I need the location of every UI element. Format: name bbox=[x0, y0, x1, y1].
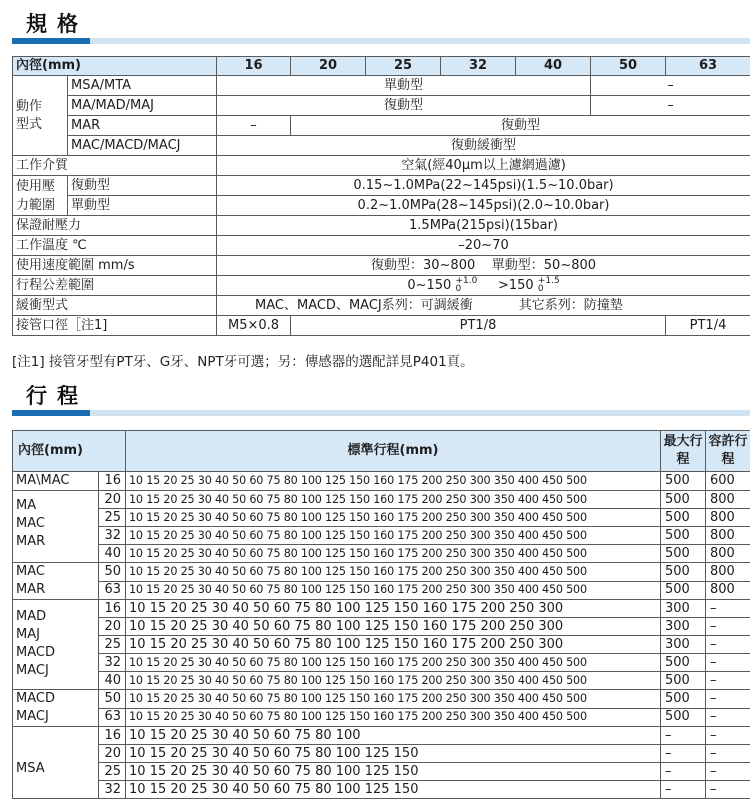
stroke-group-label: MSA bbox=[13, 727, 99, 799]
stroke-group-label: MACD MACJ bbox=[13, 690, 99, 727]
stroke-values: 10 15 20 25 30 40 50 60 75 80 100 125 150 160 175 200 250 300 350 400 450 500 bbox=[126, 472, 661, 491]
stroke-row bbox=[13, 636, 750, 654]
tolerance-short-sub: 0 bbox=[455, 284, 462, 294]
stroke-bore: 63 bbox=[99, 581, 126, 600]
speed-label: 使用速度範圍 mm/s bbox=[13, 256, 217, 276]
proof-pressure-row bbox=[13, 216, 750, 236]
stroke-row bbox=[13, 618, 750, 636]
stroke-row bbox=[13, 654, 750, 672]
port-16: M5×0.8 bbox=[217, 316, 291, 336]
stroke-max: 500 bbox=[661, 509, 706, 527]
stroke-allow: – bbox=[706, 600, 750, 618]
stroke-max: – bbox=[661, 745, 706, 763]
tolerance-row bbox=[13, 276, 750, 296]
stroke-max: 300 bbox=[661, 600, 706, 618]
stroke-bore: 16 bbox=[99, 472, 126, 491]
stroke-allow: – bbox=[706, 763, 750, 781]
tolerance-short: 0~150 bbox=[407, 277, 452, 293]
temperature-value: –20~70 bbox=[217, 236, 750, 256]
stroke-bore: 16 bbox=[99, 600, 126, 618]
port-63: PT1/4 bbox=[666, 316, 750, 336]
stroke-row bbox=[13, 581, 750, 600]
stroke-bore: 16 bbox=[99, 727, 126, 745]
spec-header-row bbox=[13, 57, 750, 76]
stroke-max: 500 bbox=[661, 527, 706, 545]
stroke-max: 500 bbox=[661, 472, 706, 491]
stroke-row bbox=[13, 672, 750, 690]
stroke-bore: 25 bbox=[99, 636, 126, 654]
bore-40-header: 40 bbox=[516, 57, 591, 76]
stroke-allow: 800 bbox=[706, 509, 750, 527]
stroke-bore: 25 bbox=[99, 509, 126, 527]
stroke-values: 10 15 20 25 30 40 50 60 75 80 100 bbox=[126, 727, 661, 745]
stroke-section-bar bbox=[12, 410, 750, 416]
temperature-label: 工作溫度 ℃ bbox=[13, 236, 217, 256]
pressure-type: 單動型 bbox=[68, 196, 217, 216]
stroke-values: 10 15 20 25 30 40 50 60 75 80 100 125 150 160 175 200 250 300 350 400 450 500 bbox=[126, 563, 661, 582]
stroke-allow: 800 bbox=[706, 491, 750, 509]
spec-footnote: [注1] 接管牙型有PT牙、G牙、NPT牙可選；另：傳感器的選配詳見P401頁。 bbox=[12, 354, 474, 370]
port-mid: PT1/8 bbox=[291, 316, 666, 336]
stroke-bore: 25 bbox=[99, 763, 126, 781]
spec-header-label: 內徑(mm) bbox=[13, 57, 217, 76]
stroke-allow: 800 bbox=[706, 527, 750, 545]
bore-32-header: 32 bbox=[441, 57, 516, 76]
stroke-allow: – bbox=[706, 708, 750, 727]
stroke-values: 10 15 20 25 30 40 50 60 75 80 100 125 150 160 175 200 250 300 350 400 450 500 bbox=[126, 672, 661, 690]
stroke-allow: – bbox=[706, 618, 750, 636]
tolerance-short-sup: +1.0 bbox=[455, 276, 478, 286]
action-model: MAC/MACD/MACJ bbox=[68, 136, 217, 156]
speed-row bbox=[13, 256, 750, 276]
stroke-header-max: 最大行程 bbox=[661, 431, 706, 472]
action-value: – bbox=[591, 96, 750, 116]
stroke-bore: 32 bbox=[99, 654, 126, 672]
stroke-group-label: MAD MAJ MACD MACJ bbox=[13, 600, 99, 690]
action-value: 單動型 bbox=[217, 76, 591, 96]
stroke-allow: – bbox=[706, 654, 750, 672]
pressure-value: 0.2~1.0MPa(28~145psi)(2.0~10.0bar) bbox=[217, 196, 750, 216]
stroke-values: 10 15 20 25 30 40 50 60 75 80 100 125 150 160 175 200 250 300 350 400 450 500 bbox=[126, 509, 661, 527]
tolerance-long: >150 bbox=[497, 277, 534, 293]
tolerance-value bbox=[217, 276, 750, 296]
stroke-allow: – bbox=[706, 672, 750, 690]
action-row-mar bbox=[13, 116, 750, 136]
stroke-values: 10 15 20 25 30 40 50 60 75 80 100 125 150 bbox=[126, 763, 661, 781]
cushion-mac: MAC、MACD、MACJ系列：可調緩衝 bbox=[255, 297, 473, 313]
stroke-values: 10 15 20 25 30 40 50 60 75 80 100 125 150 160 175 200 250 300 bbox=[126, 636, 661, 654]
action-value: – bbox=[217, 116, 291, 136]
stroke-header-standard: 標準行程(mm) bbox=[126, 431, 661, 472]
tolerance-label: 行程公差範圍 bbox=[13, 276, 217, 296]
proof-pressure-value: 1.5MPa(215psi)(15bar) bbox=[217, 216, 750, 236]
tolerance-long-sup: +1.5 bbox=[537, 276, 560, 286]
stroke-row bbox=[13, 763, 750, 781]
stroke-values: 10 15 20 25 30 40 50 60 75 80 100 125 150 160 175 200 250 300 bbox=[126, 600, 661, 618]
stroke-max: 500 bbox=[661, 672, 706, 690]
pressure-row-single bbox=[13, 196, 750, 216]
stroke-row bbox=[13, 727, 750, 745]
speed-value bbox=[217, 256, 750, 276]
stroke-allow: 800 bbox=[706, 581, 750, 600]
stroke-header-row bbox=[13, 431, 750, 472]
stroke-row bbox=[13, 472, 750, 491]
medium-row bbox=[13, 156, 750, 176]
stroke-bore: 20 bbox=[99, 618, 126, 636]
pressure-type: 復動型 bbox=[68, 176, 217, 196]
stroke-values: 10 15 20 25 30 40 50 60 75 80 100 125 150 160 175 200 250 300 350 400 450 500 bbox=[126, 527, 661, 545]
stroke-group-label: MA\MAC bbox=[13, 472, 99, 491]
bore-16-header: 16 bbox=[217, 57, 291, 76]
stroke-max: 500 bbox=[661, 708, 706, 727]
stroke-section-title: 行程 bbox=[26, 384, 88, 408]
stroke-bore: 32 bbox=[99, 781, 126, 799]
stroke-table bbox=[12, 430, 750, 799]
stroke-bore: 50 bbox=[99, 690, 126, 709]
spec-section-title: 規格 bbox=[26, 12, 88, 36]
stroke-row bbox=[13, 509, 750, 527]
stroke-allow: 800 bbox=[706, 563, 750, 582]
medium-value: 空氣(經40μm以上濾網過濾) bbox=[217, 156, 750, 176]
stroke-allow: – bbox=[706, 745, 750, 763]
port-label: 接管口徑［注1] bbox=[13, 316, 217, 336]
stroke-values: 10 15 20 25 30 40 50 60 75 80 100 125 150 160 175 200 250 300 bbox=[126, 618, 661, 636]
bore-50-header: 50 bbox=[591, 57, 666, 76]
stroke-row bbox=[13, 708, 750, 727]
stroke-row bbox=[13, 745, 750, 763]
stroke-values: 10 15 20 25 30 40 50 60 75 80 100 125 150 160 175 200 250 300 350 400 450 500 bbox=[126, 545, 661, 563]
spec-table bbox=[12, 56, 750, 336]
action-model: MSA/MTA bbox=[68, 76, 217, 96]
bore-63-header: 63 bbox=[666, 57, 750, 76]
tolerance-long-sub: 0 bbox=[537, 284, 544, 294]
stroke-allow: 800 bbox=[706, 545, 750, 563]
medium-label: 工作介質 bbox=[13, 156, 217, 176]
stroke-row bbox=[13, 690, 750, 709]
stroke-bore: 50 bbox=[99, 563, 126, 582]
stroke-group-label: MA MAC MAR bbox=[13, 491, 99, 563]
action-row-mac bbox=[13, 136, 750, 156]
stroke-row bbox=[13, 527, 750, 545]
stroke-max: 500 bbox=[661, 563, 706, 582]
action-row-msa bbox=[13, 76, 750, 96]
stroke-max: 500 bbox=[661, 491, 706, 509]
stroke-row bbox=[13, 545, 750, 563]
speed-double: 復動型：30~800 bbox=[371, 257, 476, 273]
stroke-bore: 20 bbox=[99, 491, 126, 509]
action-value: 復動型 bbox=[217, 96, 591, 116]
cushion-label: 緩衝型式 bbox=[13, 296, 217, 316]
stroke-bore: 40 bbox=[99, 545, 126, 563]
stroke-max: 300 bbox=[661, 636, 706, 654]
action-model: MA/MAD/MAJ bbox=[68, 96, 217, 116]
action-value: – bbox=[591, 76, 750, 96]
stroke-header-allow: 容許行程 bbox=[706, 431, 750, 472]
stroke-allow: – bbox=[706, 781, 750, 799]
action-value: 復動緩衝型 bbox=[217, 136, 750, 156]
cushion-other: 其它系列：防撞墊 bbox=[518, 297, 623, 313]
stroke-max: 500 bbox=[661, 581, 706, 600]
stroke-values: 10 15 20 25 30 40 50 60 75 80 100 125 150 160 175 200 250 300 350 400 450 500 bbox=[126, 654, 661, 672]
spec-section-bar bbox=[12, 38, 750, 44]
bore-25-header: 25 bbox=[366, 57, 441, 76]
stroke-row bbox=[13, 563, 750, 582]
cushion-value bbox=[217, 296, 750, 316]
action-model: MAR bbox=[68, 116, 217, 136]
stroke-values: 10 15 20 25 30 40 50 60 75 80 100 125 150 160 175 200 250 300 350 400 450 500 bbox=[126, 491, 661, 509]
stroke-group-label: MAC MAR bbox=[13, 563, 99, 600]
stroke-max: 500 bbox=[661, 654, 706, 672]
stroke-row bbox=[13, 781, 750, 799]
stroke-max: 500 bbox=[661, 690, 706, 709]
pressure-row-double bbox=[13, 176, 750, 196]
stroke-allow: 600 bbox=[706, 472, 750, 491]
stroke-values: 10 15 20 25 30 40 50 60 75 80 100 125 150 160 175 200 250 300 350 400 450 500 bbox=[126, 581, 661, 600]
stroke-bore: 20 bbox=[99, 745, 126, 763]
stroke-bore: 40 bbox=[99, 672, 126, 690]
pressure-range-label: 使用壓 力範圍 bbox=[13, 176, 68, 216]
stroke-bore: 63 bbox=[99, 708, 126, 727]
stroke-max: 500 bbox=[661, 545, 706, 563]
stroke-allow: – bbox=[706, 727, 750, 745]
stroke-row bbox=[13, 491, 750, 509]
temperature-row bbox=[13, 236, 750, 256]
stroke-values: 10 15 20 25 30 40 50 60 75 80 100 125 150 bbox=[126, 781, 661, 799]
speed-single: 單動型：50~800 bbox=[491, 257, 597, 273]
stroke-bore: 32 bbox=[99, 527, 126, 545]
stroke-header-bore: 內徑(mm) bbox=[13, 431, 126, 472]
proof-pressure-label: 保證耐壓力 bbox=[13, 216, 217, 236]
action-value: 復動型 bbox=[291, 116, 750, 136]
stroke-values: 10 15 20 25 30 40 50 60 75 80 100 125 150 160 175 200 250 300 350 400 450 500 bbox=[126, 708, 661, 727]
pressure-value: 0.15~1.0MPa(22~145psi)(1.5~10.0bar) bbox=[217, 176, 750, 196]
cushion-row bbox=[13, 296, 750, 316]
action-type-label: 動作 型式 bbox=[13, 76, 68, 156]
stroke-allow: – bbox=[706, 636, 750, 654]
stroke-values: 10 15 20 25 30 40 50 60 75 80 100 125 150 bbox=[126, 745, 661, 763]
action-row-ma bbox=[13, 96, 750, 116]
port-row bbox=[13, 316, 750, 336]
stroke-values: 10 15 20 25 30 40 50 60 75 80 100 125 150 160 175 200 250 300 350 400 450 500 bbox=[126, 690, 661, 709]
stroke-allow: – bbox=[706, 690, 750, 709]
stroke-row bbox=[13, 600, 750, 618]
stroke-max: – bbox=[661, 763, 706, 781]
stroke-max: – bbox=[661, 781, 706, 799]
stroke-max: 300 bbox=[661, 618, 706, 636]
bore-20-header: 20 bbox=[291, 57, 366, 76]
stroke-max: – bbox=[661, 727, 706, 745]
